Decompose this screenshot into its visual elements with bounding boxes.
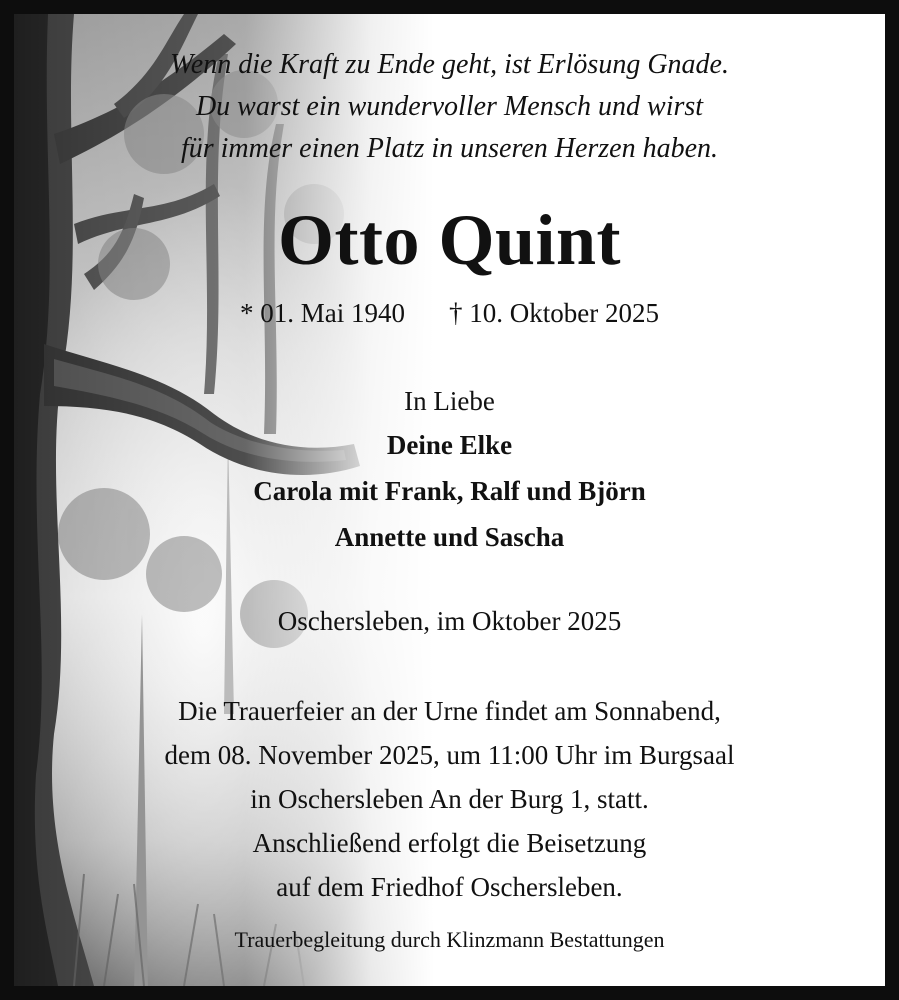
mourners-intro: In Liebe [404,386,495,416]
ceremony-line: Die Trauerfeier an der Urne findet am Sonnabend, [178,696,721,726]
life-dates [14,296,885,330]
ceremony-line: Anschließend erfolgt die Beisetzung [252,828,647,858]
obituary-text [14,14,885,986]
death-date: † 10. Oktober 2025 [449,298,659,328]
mourner-name: Carola mit Frank, Ralf und Björn [253,476,646,506]
mourner-name: Annette und Sascha [334,522,565,552]
place-date: Oschersleben, im Oktober 2025 [277,606,622,636]
ceremony-line: auf dem Friedhof Oschersleben. [276,872,623,902]
deceased-name: Otto Quint [277,200,622,280]
birth-date: * 01. Mai 1940 [240,298,405,328]
ceremony-line: in Oschersleben An der Burg 1, statt. [250,784,649,814]
verse-line: für immer einen Platz in unseren Herzen haben. [180,133,719,164]
mourner-name: Deine Elke [386,430,513,460]
verse-line: Wenn die Kraft zu Ende geht, ist Erlösung Gnade. [170,49,729,80]
ceremony-line: dem 08. November 2025, um 11:00 Uhr im Burgsaal [164,740,735,770]
verse-line: Du warst ein wundervoller Mensch und wirst [195,91,704,122]
undertaker-note: Trauerbegleitung durch Klinzmann Bestattungen [234,927,665,952]
